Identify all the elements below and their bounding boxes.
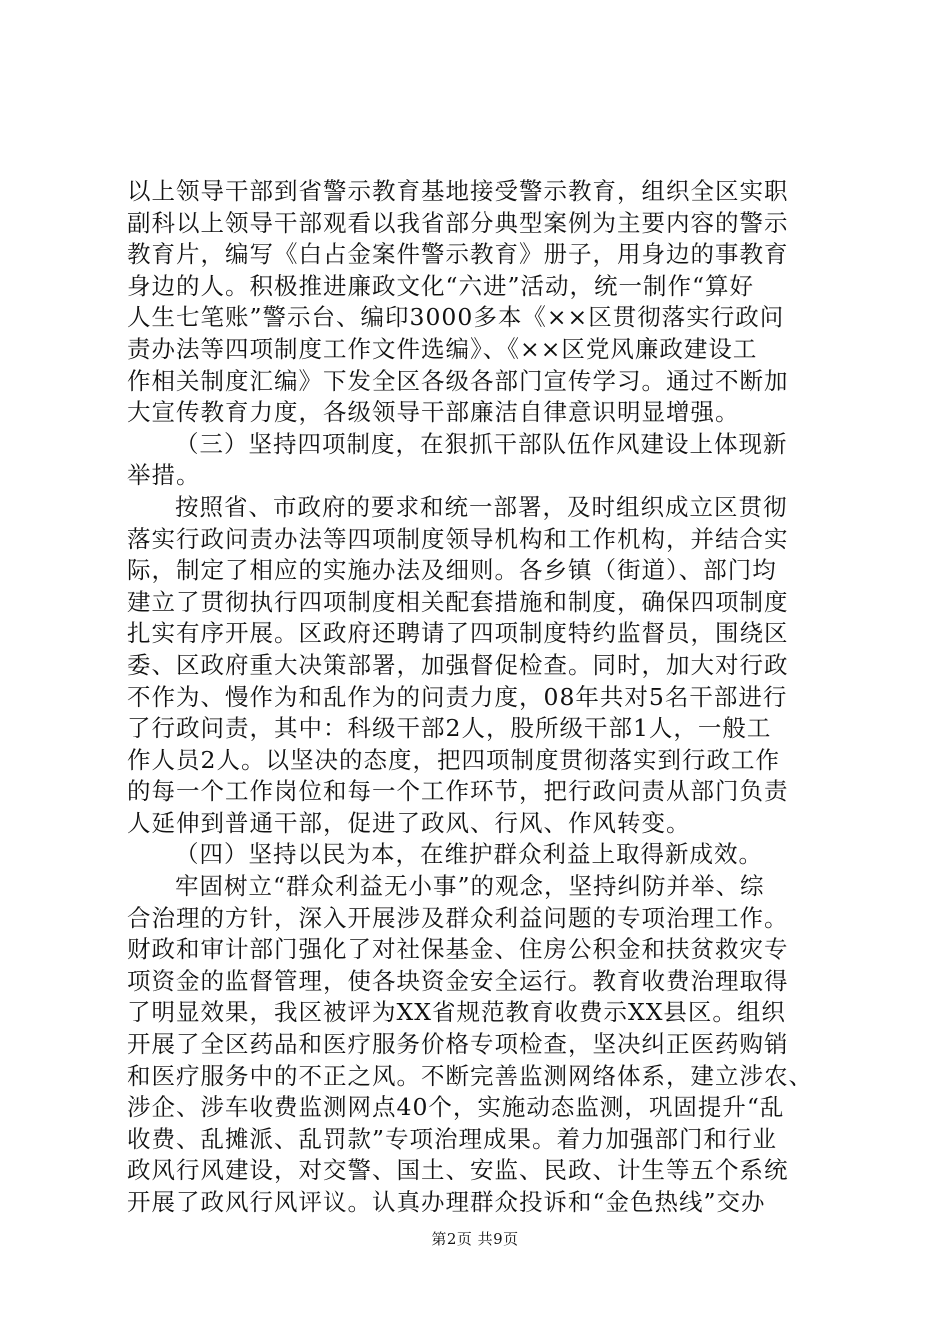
text-line: 大宣传教育力度，各级领导干部廉洁自律意识明显增强。	[127, 398, 740, 427]
text-line: 责办法等四项制度工作文件选编》、《××区党风廉政建设工	[127, 334, 758, 363]
text-line: 作人员2人。以坚决的态度，把四项制度贯彻落实到行政工作	[127, 745, 780, 774]
text-line: 项资金的监督管理，使各块资金安全运行。教育收费治理取得	[127, 966, 789, 995]
text-line: 开展了全区药品和医疗服务价格专项检查，坚决纠正医药购销	[127, 1030, 789, 1059]
text-line: 合治理的方针，深入开展涉及群众利益问题的专项治理工作。	[127, 903, 789, 932]
section-heading: （三）坚持四项制度，在狠抓干部队伍作风建设上体现新	[175, 429, 788, 458]
text-line: 的每一个工作岗位和每一个工作环节，把行政问责从部门负责	[127, 777, 789, 806]
text-line: 政风行风建设，对交警、国土、安监、民政、计生等五个系统	[127, 1156, 789, 1185]
section-heading-continuation: 举措。	[127, 461, 201, 490]
text-line: 涉企、涉车收费监测网点40个，实施动态监测，巩固提升“乱	[127, 1093, 785, 1122]
text-line: 开展了政风行风评议。认真办理群众投诉和“金色热线”交办	[127, 1188, 766, 1216]
text-line: 不作为、慢作为和乱作为的问责力度，08年共对5名干部进行	[127, 682, 788, 711]
text-line: 了明显效果，我区被评为XX省规范教育收费示XX县区。组织	[127, 998, 786, 1027]
text-line: 人延伸到普通干部，促进了政风、行风、作风转变。	[127, 808, 691, 837]
section-heading: （四）坚持以民为本，在维护群众利益上取得新成效。	[175, 840, 763, 869]
paragraph-first-line: 按照省、市政府的要求和统一部署，及时组织成立区贯彻	[175, 492, 788, 521]
text-line: 作相关制度汇编》下发全区各级各部门宣传学习。通过不断加	[127, 366, 789, 395]
text-line: 收费、乱摊派、乱罚款”专项治理成果。着力加强部门和行业	[127, 1124, 778, 1153]
text-line: 落实行政问责办法等四项制度领导机构和工作机构，并结合实	[127, 524, 789, 553]
text-line: 教育片，编写《白占金案件警示教育》册子，用身边的事教育	[127, 240, 789, 269]
text-line: 际，制定了相应的实施办法及细则。各乡镇（街道）、部门均	[127, 556, 777, 585]
text-line: 以上领导干部到省警示教育基地接受警示教育，组织全区实职	[127, 177, 789, 205]
page-number-footer: 第2页 共9页	[431, 1230, 519, 1248]
text-line: 委、区政府重大决策部署，加强督促检查。同时，加大对行政	[127, 650, 789, 679]
text-line: 建立了贯彻执行四项制度相关配套措施和制度，确保四项制度	[127, 587, 789, 616]
text-line: 了行政问责，其中：科级干部2人，股所级干部1人，一般工	[127, 714, 772, 743]
paragraph-first-line: 牢固树立“群众利益无小事”的观念，坚持纠防并举、综	[175, 872, 765, 901]
text-line: 人生七笔账”警示台、编印3000多本《××区贯彻落实行政问	[127, 303, 785, 332]
text-line: 副科以上领导干部观看以我省部分典型案例为主要内容的警示	[127, 208, 789, 237]
text-line: 财政和审计部门强化了对社保基金、住房公积金和扶贫救灾专	[127, 935, 789, 964]
text-line: 身边的人。积极推进廉政文化“六进”活动，统一制作“算好	[127, 271, 755, 300]
text-line: 和医疗服务中的不正之风。不断完善监测网络体系，建立涉农、	[127, 1061, 813, 1090]
document-body	[127, 176, 847, 1219]
text-line: 扎实有序开展。区政府还聘请了四项制度特约监督员，围绕区	[127, 619, 789, 648]
